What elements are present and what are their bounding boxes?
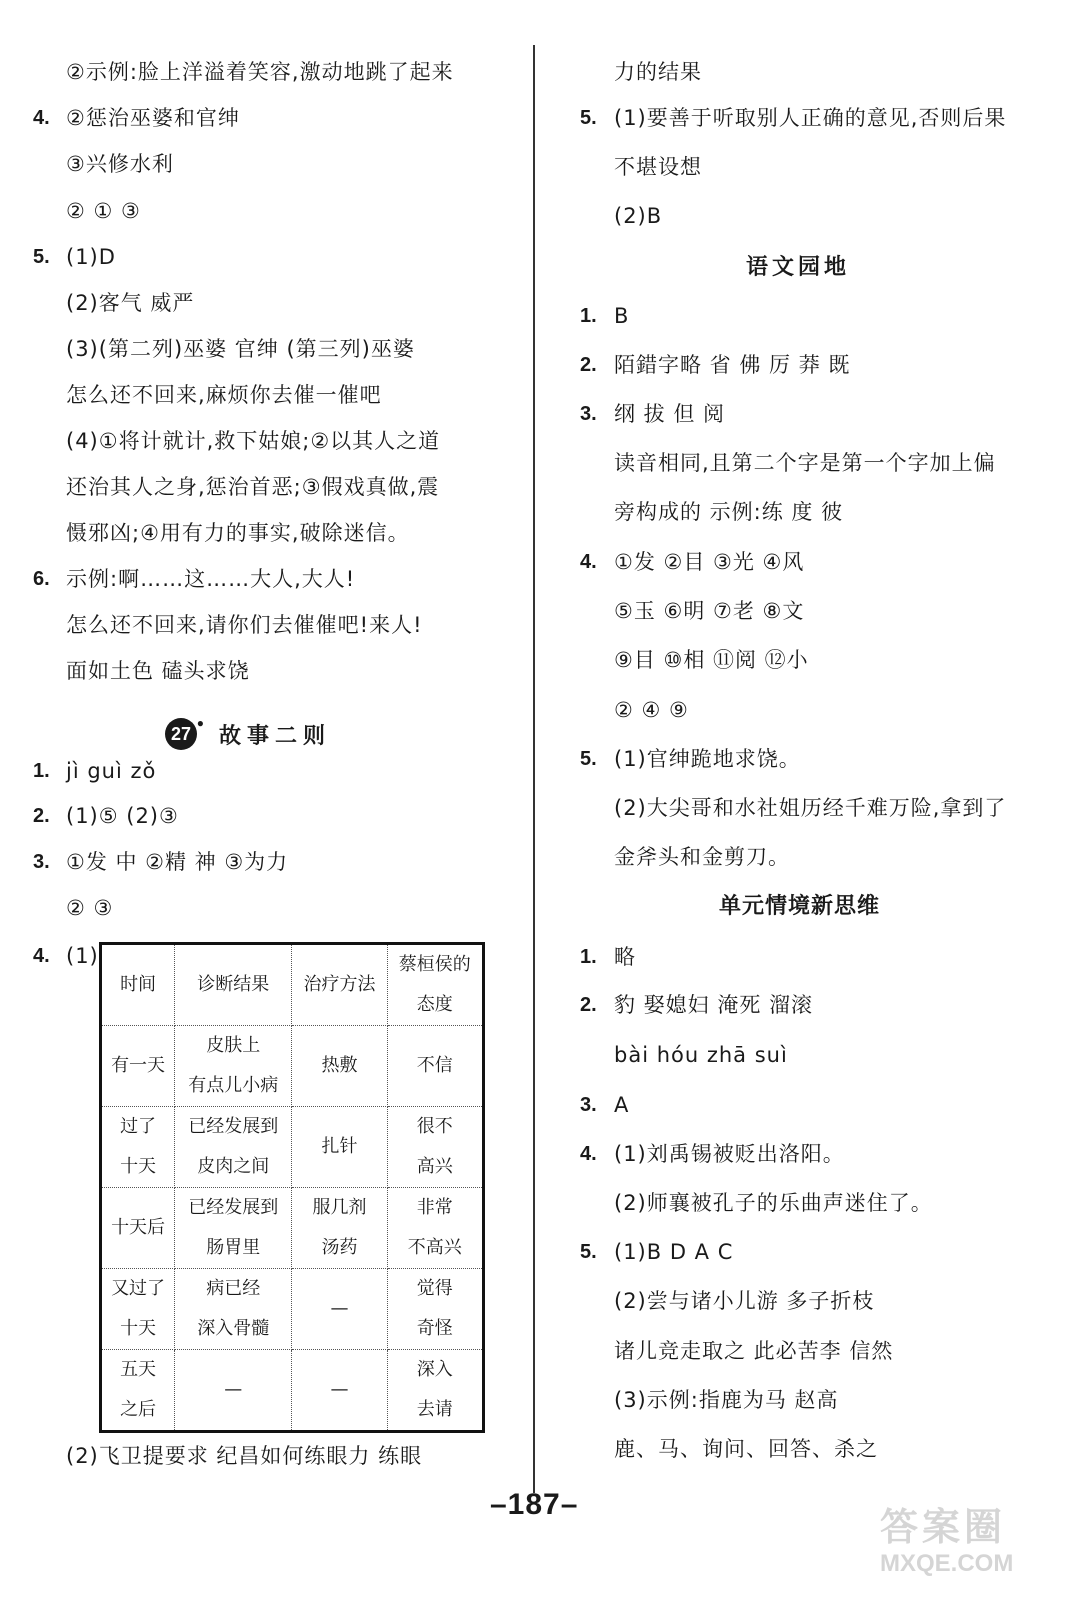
table-row xyxy=(101,1269,484,1350)
answer-line: (1)刘禹锡被贬出洛阳。 xyxy=(614,1142,845,1166)
cell-line: 汤药 xyxy=(321,1237,358,1258)
answer-line: 鹿、马、询问、回答、杀之 xyxy=(614,1437,878,1461)
watermark-cn: 答案圈 xyxy=(880,1505,1007,1549)
table-row xyxy=(101,1026,484,1107)
question-number: 2. xyxy=(580,354,597,376)
diagnosis-table xyxy=(99,942,485,1433)
cell-line: 去请 xyxy=(416,1399,453,1420)
cell-line: 过了 xyxy=(120,1116,157,1137)
table-cell: 不信 xyxy=(387,1026,483,1107)
table-cell xyxy=(387,1269,483,1350)
table-header-cell xyxy=(387,944,483,1026)
question-number: 4. xyxy=(33,945,50,967)
cell-line: 十天 xyxy=(120,1318,157,1339)
question-number: 5. xyxy=(580,107,597,129)
cell-line: 非常 xyxy=(416,1197,453,1218)
star-icon: ● xyxy=(196,716,204,730)
watermark-logo xyxy=(880,1505,1050,1585)
cell-line: 病已经 xyxy=(206,1278,261,1299)
table-header-row xyxy=(101,944,484,1026)
cell-line: 之后 xyxy=(120,1399,157,1420)
answer-line: (2)尝与诸小儿游 多子折枝 xyxy=(614,1289,875,1313)
table-header-cell: 时间 xyxy=(101,944,175,1026)
cell-line: 不高兴 xyxy=(407,1237,462,1258)
question-number: 3. xyxy=(580,403,597,425)
answer-line: 力的结果 xyxy=(614,60,702,84)
table-row xyxy=(101,1350,484,1432)
cell-line: 奇怪 xyxy=(416,1318,453,1339)
page-number: –187– xyxy=(490,1488,579,1521)
cell-line: 深入 xyxy=(416,1359,453,1380)
table-cell xyxy=(175,1026,292,1107)
answer-line: 慑邪凶;④用有力的事实,破除迷信。 xyxy=(66,521,410,545)
answer-line: 旁构成的 示例:练 度 彼 xyxy=(614,500,844,524)
table-cell xyxy=(101,1350,175,1432)
lesson-number: 27 xyxy=(170,723,192,744)
answer-line: ③兴修水利 xyxy=(66,152,174,176)
answer-line: (3)(第二列)巫婆 官绅 (第三列)巫婆 xyxy=(66,337,415,361)
answer-line: 还治其人之身,惩治首恶;③假戏真做,震 xyxy=(66,475,440,499)
table-cell xyxy=(387,1107,483,1188)
question-number: 3. xyxy=(580,1094,597,1116)
question-number: 2. xyxy=(580,994,597,1016)
question-number: 6. xyxy=(33,568,50,590)
answer-line: B xyxy=(614,304,630,328)
cell-line: 十天 xyxy=(120,1156,157,1177)
question-number: 5. xyxy=(580,1241,597,1263)
answer-line: ②惩治巫婆和官绅 xyxy=(66,106,240,130)
question-number: 3. xyxy=(33,851,50,873)
answer-line: (2)师襄被孔子的乐曲声迷住了。 xyxy=(614,1191,933,1215)
column-divider xyxy=(533,45,535,1493)
question-number: 2. xyxy=(33,805,50,827)
answer-line: ⑤玉 ⑥明 ⑦老 ⑧文 xyxy=(614,599,805,623)
question-number: 1. xyxy=(580,946,597,968)
table-cell: 扎针 xyxy=(292,1107,387,1188)
answer-line: 诸儿竞走取之 此必苦李 信然 xyxy=(614,1339,894,1363)
answer-line: (4)①将计就计,救下姑娘;②以其人之道 xyxy=(66,429,441,453)
table-cell xyxy=(175,1188,292,1269)
cell-line: 有点儿小病 xyxy=(188,1075,279,1096)
answer-line: (1)要善于听取别人正确的意见,否则后果 xyxy=(614,106,1007,130)
lesson-title: 故事二则 xyxy=(219,723,332,749)
table-cell: 十天后 xyxy=(101,1188,175,1269)
answer-line: 怎么还不回来,麻烦你去催一催吧 xyxy=(66,383,382,407)
answer-line: bài hóu zhā suì xyxy=(614,1043,788,1067)
answer-line: (3)示例:指鹿为马 赵高 xyxy=(614,1388,839,1412)
table-header-cell: 诊断结果 xyxy=(175,944,292,1026)
table-cell: 有一天 xyxy=(101,1026,175,1107)
answer-line: (2)客气 威严 xyxy=(66,291,195,315)
table-cell: — xyxy=(175,1350,292,1432)
cell-line: 皮肤上 xyxy=(206,1035,261,1056)
table-cell xyxy=(387,1188,483,1269)
question-number: 4. xyxy=(33,107,50,129)
answer-line: ①发 中 ②精 神 ③为力 xyxy=(66,850,289,874)
cell-line: 很不 xyxy=(416,1116,453,1137)
table-cell: 热敷 xyxy=(292,1026,387,1107)
section-title: 单元情境新思维 xyxy=(719,894,881,919)
cell-line: 高兴 xyxy=(416,1156,453,1177)
answer-line: 豹 娶媳妇 淹死 溜滚 xyxy=(614,993,814,1017)
answer-line: (1)B D A C xyxy=(614,1240,734,1264)
cell-line: 肠胃里 xyxy=(206,1237,261,1258)
lesson-heading xyxy=(165,718,331,750)
cell-line: 态度 xyxy=(416,994,453,1015)
answer-line: ①发 ②目 ③光 ④风 xyxy=(614,550,805,574)
answer-line: (1) xyxy=(66,944,99,968)
cell-line: 又过了 xyxy=(111,1278,166,1299)
cell-line: 觉得 xyxy=(416,1278,453,1299)
table-header-cell: 治疗方法 xyxy=(292,944,387,1026)
cell-line: 蔡桓侯的 xyxy=(398,954,471,975)
question-number: 1. xyxy=(33,760,50,782)
answer-line: 面如土色 磕头求饶 xyxy=(66,659,250,683)
answer-line: ② ③ xyxy=(66,896,114,920)
question-number: 1. xyxy=(580,305,597,327)
answer-line: 怎么还不回来,请你们去催催吧!来人! xyxy=(66,613,423,637)
answer-line: 略 xyxy=(614,945,636,969)
answer-line: (2)B xyxy=(614,204,663,228)
table-row xyxy=(101,1188,484,1269)
cell-line: 深入骨髓 xyxy=(197,1318,270,1339)
answer-line: jì guì zǒ xyxy=(66,759,157,783)
answer-line: (1)官绅跪地求饶。 xyxy=(614,747,801,771)
cell-line: 皮肉之间 xyxy=(197,1156,270,1177)
answer-line: 不堪设想 xyxy=(614,155,702,179)
cell-line: 服几剂 xyxy=(312,1197,367,1218)
table-cell xyxy=(101,1107,175,1188)
cell-line: 已经发展到 xyxy=(188,1116,279,1137)
answer-line: 读音相同,且第二个字是第一个字加上偏 xyxy=(614,451,996,475)
question-number: 4. xyxy=(580,1143,597,1165)
answer-line: (1)⑤ (2)③ xyxy=(66,804,179,828)
answer-line: ②示例:脸上洋溢着笑容,激动地跳了起来 xyxy=(66,60,454,84)
answer-line: A xyxy=(614,1093,630,1117)
table-row xyxy=(101,1107,484,1188)
answer-line: (2)大尖哥和水社姐历经千难万险,拿到了 xyxy=(614,796,1007,820)
table-cell xyxy=(292,1188,387,1269)
table-cell xyxy=(175,1107,292,1188)
question-number: 5. xyxy=(33,246,50,268)
answer-line: 纲 拔 但 阅 xyxy=(614,402,726,426)
lesson-number-badge xyxy=(165,716,204,750)
answer-line: 陌錯字略 省 佛 厉 莽 既 xyxy=(614,353,851,377)
table-cell: — xyxy=(292,1269,387,1350)
answer-line: ② ① ③ xyxy=(66,199,141,223)
table-cell xyxy=(175,1269,292,1350)
cell-line: 五天 xyxy=(120,1359,157,1380)
answer-line: ⑨目 ⑩相 ⑪阅 ⑫小 xyxy=(614,648,809,672)
answer-line: 示例:啊……这……大人,大人! xyxy=(66,567,356,591)
question-number: 4. xyxy=(580,551,597,573)
answer-line: 金斧头和金剪刀。 xyxy=(614,845,790,869)
section-title: 语文园地 xyxy=(746,255,851,280)
cell-line: 已经发展到 xyxy=(188,1197,279,1218)
table-cell xyxy=(101,1269,175,1350)
table-cell: — xyxy=(292,1350,387,1432)
question-number: 5. xyxy=(580,748,597,770)
answer-line: ② ④ ⑨ xyxy=(614,698,689,722)
table-cell xyxy=(387,1350,483,1432)
answer-line: (2)飞卫提要求 纪昌如何练眼力 练眼 xyxy=(66,1444,423,1468)
watermark-en: MXQE.COM xyxy=(880,1550,1014,1577)
answer-line: (1)D xyxy=(66,245,116,269)
